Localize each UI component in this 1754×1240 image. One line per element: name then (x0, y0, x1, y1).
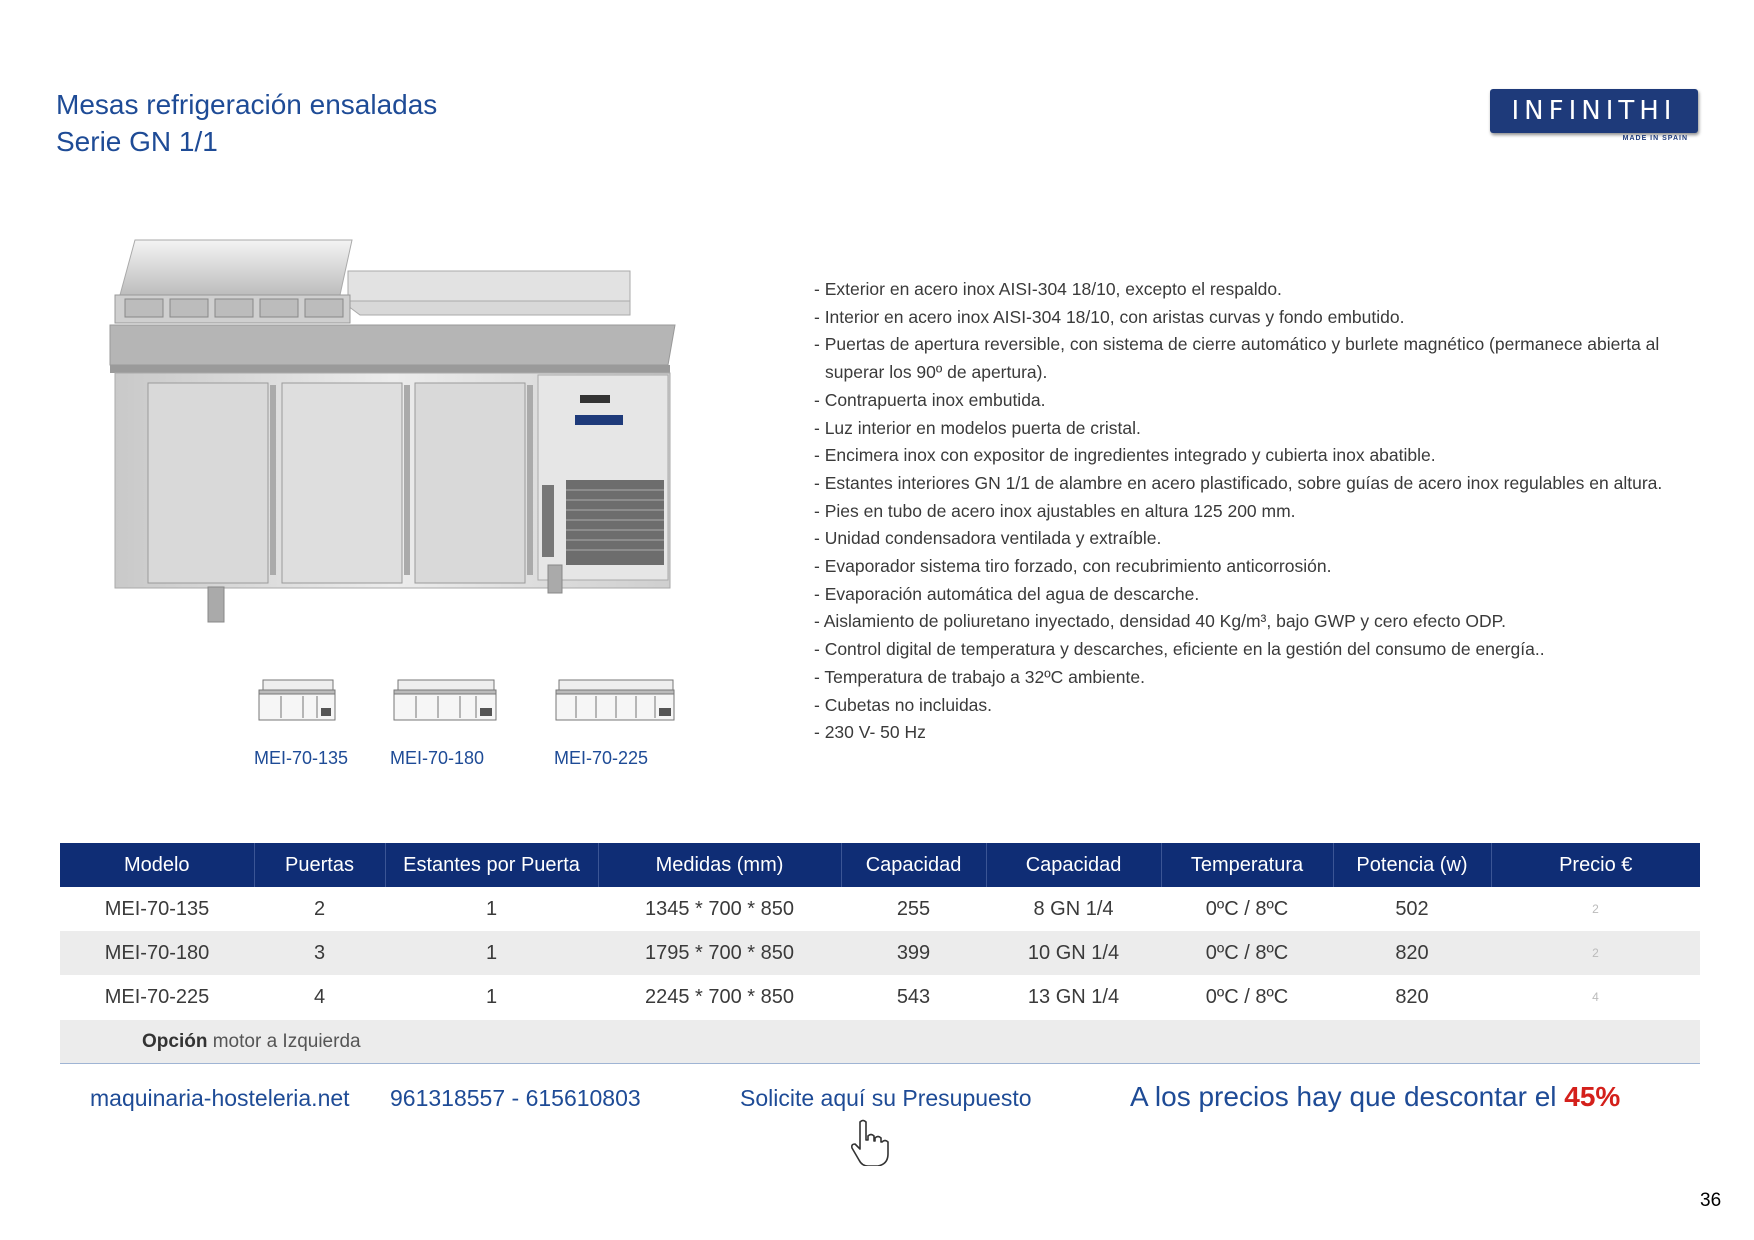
table-cell: 1 (385, 931, 598, 975)
table-cell: 1 (485, 985, 498, 1008)
column-header: Precio € (1491, 843, 1700, 887)
feature-list (814, 276, 1689, 747)
feature-item: - Estantes interiores GN 1/1 de alambre en acero plastificado, sobre guías de acero inox regulables en altura. (814, 472, 1663, 493)
feature-item: - Exterior en acero inox AISI-304 18/10, excepto el respaldo. (814, 279, 1282, 299)
table-cell: 10 GN 1/4 (986, 931, 1161, 975)
model-180-thumbnail (392, 672, 512, 728)
table-cell: 820 (1395, 985, 1429, 1008)
title-line-1: Mesas refrigeración ensaladas (56, 89, 438, 120)
column-header: Capacidad (986, 843, 1161, 887)
discount-text: A los precios hay que descontar el (1130, 1081, 1565, 1112)
table-cell: 4 (313, 985, 326, 1008)
option-text: motor a Izquierda (207, 1031, 361, 1052)
column-header: Temperatura (1161, 843, 1333, 887)
table-cell: 1 (485, 897, 498, 920)
table-header-row (60, 843, 1700, 887)
brand-name: INFINITHI (1490, 89, 1698, 133)
table-cell: 1345 * 700 * 850 (644, 897, 795, 920)
discount-percent: 45% (1564, 1081, 1621, 1112)
brand-logo (1490, 89, 1698, 143)
brand-tagline: MADE IN SPAIN (1622, 135, 1688, 142)
feature-item: - Evaporación automática del agua de descarche. (814, 583, 1200, 604)
discount-note (1130, 1081, 1620, 1113)
table-cell: 502 (1395, 897, 1429, 920)
table-cell: 255 (896, 897, 931, 920)
table-cell: 2245 * 700 * 850 (644, 985, 795, 1008)
table-cell: 0ºC / 8ºC (1161, 931, 1333, 975)
model-label-180: MEI-70-180 (390, 748, 485, 768)
feature-item: - 230 V- 50 Hz (814, 722, 926, 743)
quote-link[interactable]: Solicite aquí su Presupuesto (740, 1085, 1032, 1111)
model-label-135: MEI-70-135 (254, 748, 349, 768)
feature-item: - Puertas de apertura reversible, con sistema de cierre automático y burlete magnético (permanece abierta al superar los 90º de apertura). (814, 334, 1660, 383)
table-row (60, 887, 1700, 931)
feature-item: - Temperatura de trabajo a 32ºC ambiente. (814, 666, 1145, 687)
table-cell: 820 (1333, 931, 1491, 975)
feature-item: - Evaporador sistema tiro forzado, con recubrimiento anticorrosión. (814, 556, 1332, 577)
column-header: Puertas (254, 843, 385, 887)
table-cell: 1795 * 700 * 850 (598, 931, 841, 975)
title-line-2: Serie GN 1/1 (56, 126, 218, 157)
price-cell: 2 (1491, 931, 1700, 975)
feature-item: - Contrapuerta inox embutida. (814, 389, 1046, 410)
feature-item: - Aislamiento de poliuretano inyectado, densidad 40 Kg/m³, bajo GWP y cero efecto ODP. (814, 611, 1506, 632)
price-cell: 4 (1592, 990, 1599, 1004)
model-135-thumbnail (255, 672, 375, 728)
feature-item: - Interior en acero inox AISI-304 18/10, con aristas curvas y fondo embutido. (814, 306, 1405, 327)
table-cell: 0ºC / 8ºC (1205, 897, 1289, 920)
table-cell: 0ºC / 8ºC (1205, 985, 1289, 1008)
column-header: Estantes por Puerta (385, 843, 598, 887)
column-header: Potencia (w) (1333, 843, 1491, 887)
feature-item: - Encimera inox con expositor de ingredientes integrado y cubierta inox abatible. (814, 445, 1436, 466)
model-label-225: MEI-70-225 (554, 748, 649, 768)
pointer-hand-icon[interactable] (846, 1118, 890, 1166)
feature-item: - Cubetas no incluidas. (814, 694, 993, 715)
table-row (60, 975, 1700, 1019)
table-cell: MEI-70-135 (104, 897, 210, 920)
feature-item: - Luz interior en modelos puerta de cristal. (814, 417, 1141, 438)
feature-item: - Unidad condensadora ventilada y extraíble. (814, 528, 1162, 549)
feature-item: - Pies en tubo de acero inox ajustables en altura 125 200 mm. (814, 500, 1296, 521)
website-link[interactable]: maquinaria-hosteleria.net (90, 1085, 350, 1111)
option-label: Opción (142, 1031, 208, 1052)
spec-table (60, 843, 1700, 1019)
column-header: Capacidad (841, 843, 986, 887)
phone-numbers: 961318557 - 615610803 (390, 1085, 641, 1111)
column-header: Modelo (60, 843, 254, 887)
product-image (90, 215, 690, 675)
table-cell: 13 GN 1/4 (1027, 985, 1120, 1008)
option-row (60, 1020, 1700, 1064)
table-row (60, 931, 1700, 975)
table-cell: 2 (313, 897, 326, 920)
page-number: 36 (1700, 1190, 1722, 1211)
price-cell: 2 (1592, 902, 1599, 916)
feature-item: - Control digital de temperatura y descarches, eficiente en la gestión del consumo de energía.. (814, 639, 1545, 660)
model-225-thumbnail (555, 672, 677, 728)
table-cell: 3 (254, 931, 385, 975)
table-cell: MEI-70-180 (60, 931, 254, 975)
table-cell: 399 (841, 931, 986, 975)
column-header: Medidas (mm) (598, 843, 841, 887)
table-cell: 543 (896, 985, 931, 1008)
page-title (56, 86, 437, 160)
table-cell: 8 GN 1/4 (1033, 897, 1114, 920)
table-cell: MEI-70-225 (104, 985, 210, 1008)
